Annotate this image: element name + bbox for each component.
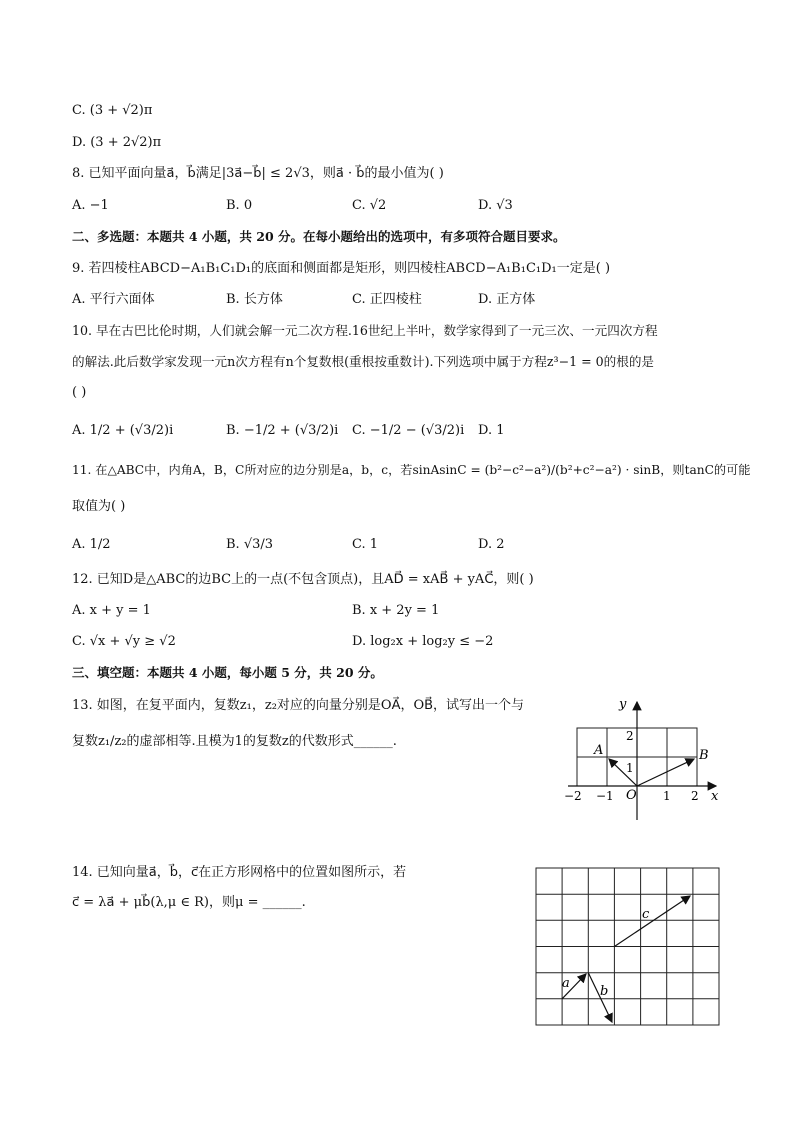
q11-stem-line1: 11. 在△ABC中，内角A，B，C所对应的边分别是a，b，c，若sinAsinC = (b²−c²−a²)/(b²+c²−a²) · sinB，则tanC的可能 — [72, 463, 751, 477]
q9-stem: 9. 若四棱柱ABCD−A₁B₁C₁D₁的底面和侧面都是矩形，则四棱柱ABCD−A₁B₁C₁D₁一定是( ) — [72, 261, 611, 276]
q14-vector-c — [614, 896, 690, 947]
q12-stem: 12. 已知D是△ABC的边BC上的一点(不包含顶点)，且AD⃗ = xAB⃗ + yAC⃗，则( ) — [72, 572, 534, 587]
q13-y-tick: 2 — [626, 729, 634, 743]
q8-stem: 8. 已知平面向量a⃗，b⃗满足|3a⃗−b⃗| ≤ 2√3，则a⃗ · b⃗的最小值为( ) — [72, 166, 444, 181]
q8-option-d: D. √3 — [478, 198, 513, 213]
q14-label-a: a — [562, 976, 570, 991]
q7-option-c: C. (3 + √2)π — [72, 103, 153, 118]
q14-label-b: b — [600, 984, 609, 999]
q12-option-b: B. x + 2y = 1 — [352, 603, 440, 618]
q13-stem-line1: 13. 如图，在复平面内，复数z₁，z₂对应的向量分别是OA⃗，OB⃗，试写出一个与 — [72, 698, 525, 713]
q11-option-c: C. 1 — [352, 537, 379, 552]
q13-y-label: y — [619, 697, 627, 712]
q7-option-d: D. (3 + 2√2)π — [72, 135, 162, 150]
q9-option-b: B. 长方体 — [226, 292, 283, 307]
q14-stem-line2: c⃗ = λa⃗ + μb⃗(λ,μ ∈ R)，则μ = ______. — [72, 895, 306, 910]
q13-complex-plane-figure — [556, 692, 726, 827]
q12-option-d: D. log₂x + log₂y ≤ −2 — [352, 634, 494, 649]
q13-stem-line2: 复数z₁/z₂的虚部相等.且模为1的复数z的代数形式______. — [72, 734, 397, 749]
q11-option-a: A. 1/2 — [72, 537, 111, 552]
q13-point-b-label: B — [699, 748, 709, 763]
q10-stem-line1: 10. 早在古巴比伦时期，人们就会解一元二次方程.16世纪上半叶，数学家得到了一元三次、一元四次方程 — [72, 323, 658, 338]
q9-option-c: C. 正四棱柱 — [352, 292, 422, 307]
q13-x-label: x — [711, 789, 719, 804]
q8-option-c: C. √2 — [352, 198, 387, 213]
section-2-heading: 二、多选题：本题共 4 小题，共 20 分。在每小题给出的选项中，有多项符合题目要求。 — [72, 229, 566, 244]
q13-x-tick: −2 — [564, 789, 582, 803]
q13-point-a-label: A — [594, 743, 604, 758]
q14-label-c: c — [642, 907, 650, 922]
q10-option-b: B. −1/2 + (√3/2)i — [226, 423, 339, 438]
q11-stem-line2: 取值为( ) — [72, 499, 126, 514]
q10-option-d: D. 1 — [478, 423, 505, 438]
q11-option-b: B. √3/3 — [226, 537, 274, 552]
section-3-heading: 三、填空题：本题共 4 小题，每小题 5 分，共 20 分。 — [72, 665, 383, 680]
q13-x-tick: 2 — [691, 789, 699, 803]
q11-option-d: D. 2 — [478, 537, 505, 552]
q13-vector-ob — [637, 759, 694, 786]
q13-origin-label: O — [626, 788, 637, 803]
q10-option-c: C. −1/2 − (√3/2)i — [352, 423, 465, 438]
q9-option-a: A. 平行六面体 — [72, 292, 155, 307]
q8-option-b: B. 0 — [226, 198, 253, 213]
q14-grid — [536, 868, 719, 1025]
q9-option-d: D. 正方体 — [478, 292, 536, 307]
q13-x-tick: 1 — [663, 789, 671, 803]
q14-grid-figure — [533, 865, 723, 1030]
q10-stem-line3: ( ) — [72, 385, 87, 400]
q10-stem-line2: 的解法.此后数学家发现一元n次方程有n个复数根(重根按重数计).下列选项中属于方程z³−1 = 0的根的是 — [72, 354, 655, 369]
q12-option-a: A. x + y = 1 — [72, 603, 151, 618]
q8-option-a: A. −1 — [72, 198, 109, 213]
q14-stem-line1: 14. 已知向量a⃗，b⃗，c⃗在正方形网格中的位置如图所示，若 — [72, 865, 407, 880]
q10-option-a: A. 1/2 + (√3/2)i — [72, 423, 174, 438]
q13-y-tick: 1 — [626, 761, 634, 775]
q12-option-c: C. √x + √y ≥ √2 — [72, 634, 176, 649]
q13-x-tick: −1 — [596, 789, 614, 803]
